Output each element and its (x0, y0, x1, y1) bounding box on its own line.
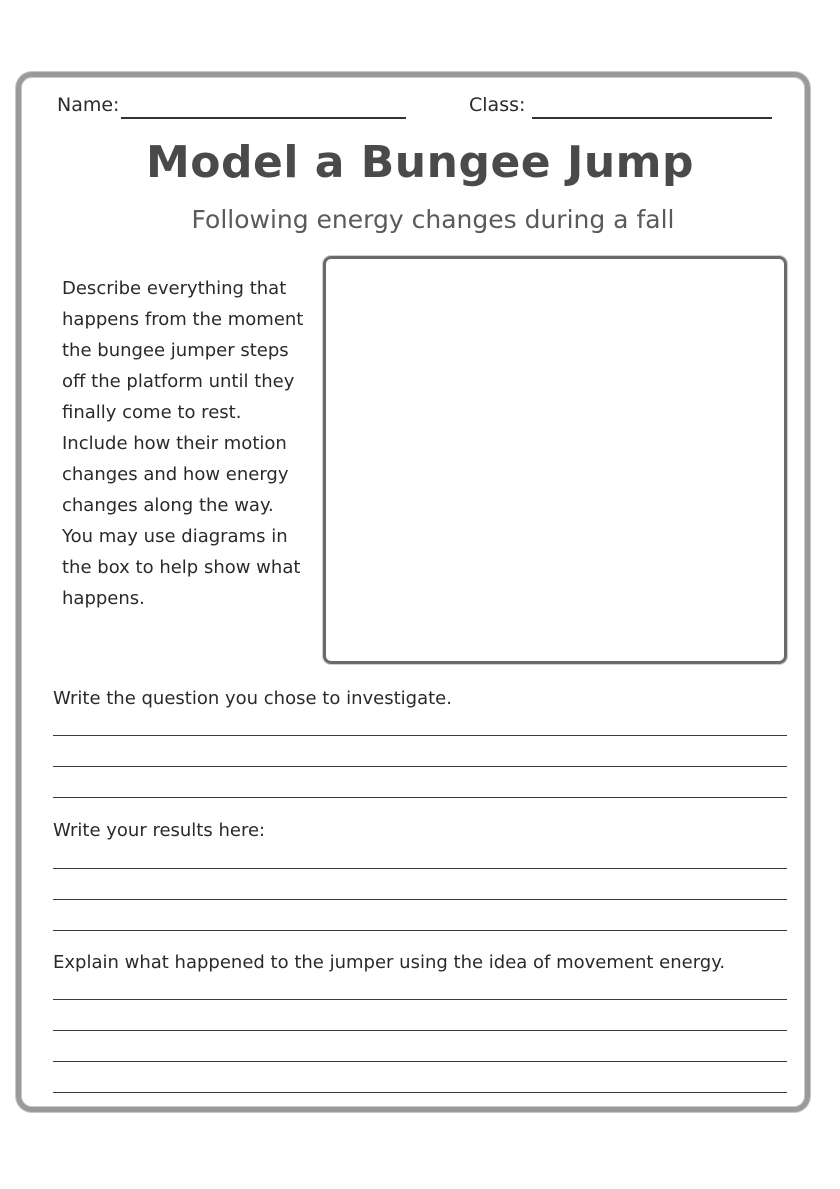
instruction-line: the bungee jumper steps (62, 340, 289, 361)
instruction-line: changes along the way. (62, 495, 274, 516)
instruction-line: the box to help show what (62, 557, 301, 578)
instruction-line: happens from the moment (62, 309, 304, 330)
instructions (62, 273, 310, 614)
instruction-line: finally come to rest. (62, 402, 242, 423)
instruction-line: Describe everything that (62, 278, 287, 299)
name-field[interactable] (121, 117, 406, 119)
answer-line[interactable] (53, 797, 787, 798)
answer-line[interactable] (53, 899, 787, 900)
answer-line[interactable] (53, 930, 787, 931)
answer-line[interactable] (53, 766, 787, 767)
answer-line[interactable] (53, 735, 787, 736)
instruction-line: changes and how energy (62, 464, 289, 485)
answer-line[interactable] (53, 1092, 787, 1093)
question-prompt-results: Write your results here: (53, 820, 266, 841)
answer-line[interactable] (53, 999, 787, 1000)
question-prompt-explain: Explain what happened to the jumper using the idea of movement energy. (53, 952, 726, 973)
worksheet-title: Model a Bungee Jump (146, 137, 694, 188)
instruction-line: Include how their motion (62, 433, 287, 454)
diagram-drawing-box[interactable] (323, 256, 787, 664)
worksheet-subtitle: Following energy changes during a fall (191, 205, 675, 234)
answer-line[interactable] (53, 1061, 787, 1062)
instruction-line: happens. (62, 588, 145, 609)
answer-line[interactable] (53, 1030, 787, 1031)
name-label: Name: (57, 94, 120, 116)
class-label: Class: (469, 94, 526, 116)
answer-line[interactable] (53, 868, 787, 869)
question-prompt-investigate: Write the question you chose to investigate. (53, 688, 452, 709)
instruction-line: You may use diagrams in (62, 526, 288, 547)
class-field[interactable] (532, 117, 772, 119)
instruction-line: off the platform until they (62, 371, 295, 392)
